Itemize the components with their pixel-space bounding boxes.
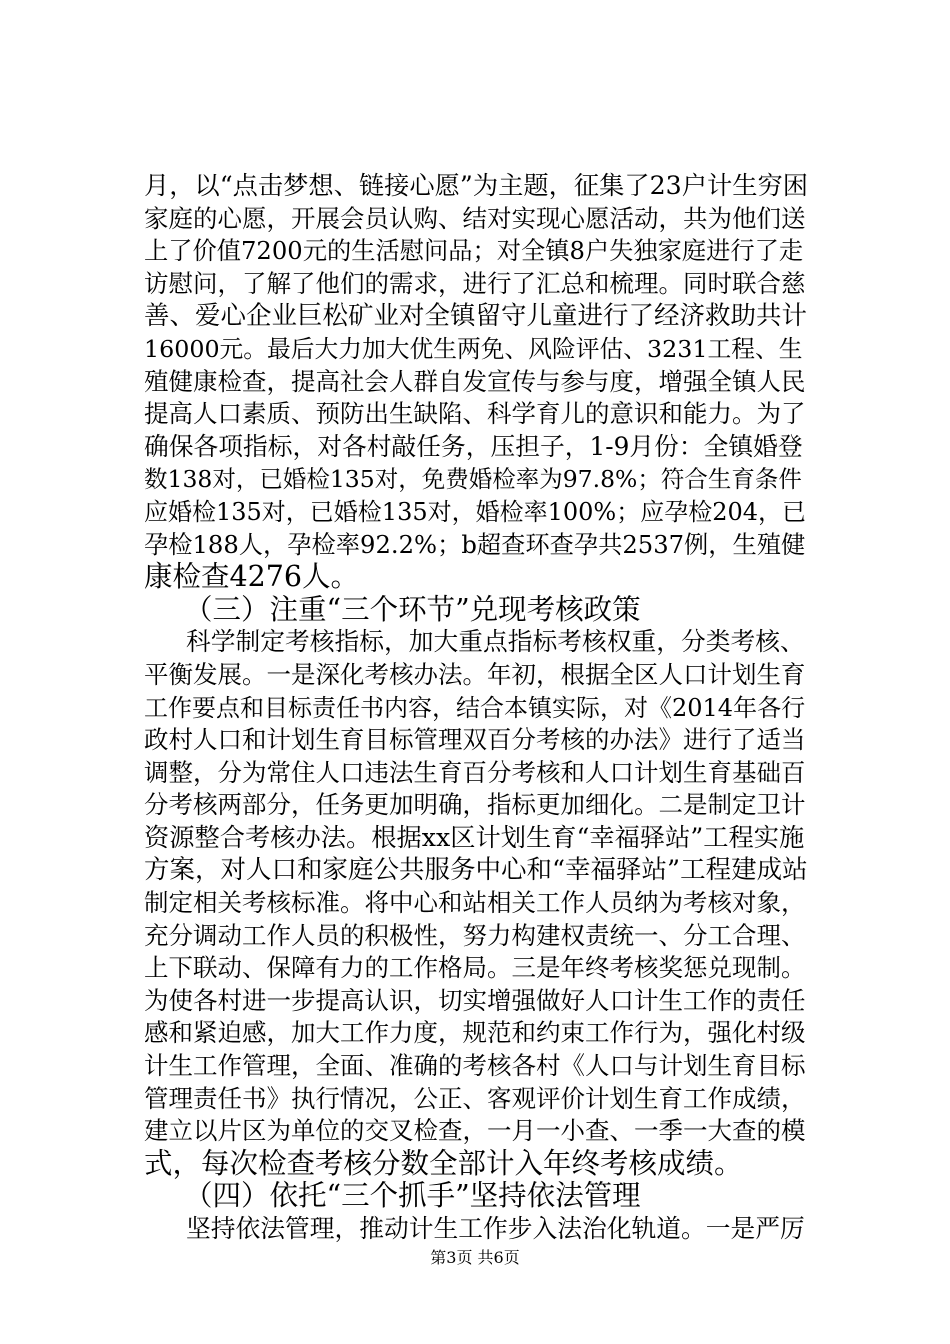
body-line: 上了价值7200元的生活慰问品；对全镇8户失独家庭进行了走 xyxy=(144,236,804,266)
body-line: 16000元。最后大力加大优生两免、风险评估、3231工程、生 xyxy=(144,334,803,363)
section-heading-3: （三）注重“三个环节”兑现考核政策 xyxy=(184,592,641,626)
body-line: 科学制定考核指标，加大重点指标考核权重，分类考核、 xyxy=(186,627,805,657)
body-line: 平衡发展。一是深化考核办法。年初，根据全区人口计划生育 xyxy=(144,659,806,689)
body-line: 上下联动、保障有力的工作格局。三是年终考核奖惩兑现制。 xyxy=(144,953,806,983)
page-body xyxy=(144,170,808,1246)
body-line: 应婚检135对，已婚检135对，婚检率100%；应孕检204，已 xyxy=(144,497,807,526)
body-line: 工作要点和目标责任书内容，结合本镇实际，对《2014年各行 xyxy=(144,693,806,722)
body-line: 分考核两部分，任务更加明确，指标更加细化。二是制定卫计 xyxy=(144,790,806,820)
body-line: 康检查4276人。 xyxy=(144,560,360,594)
body-line: 坚持依法管理，推动计生工作步入法治化轨道。一是严厉 xyxy=(186,1214,805,1243)
body-line: 殖健康检查，提高社会人群自发宣传与参与度，增强全镇人民 xyxy=(144,366,806,396)
body-line: 方案，对人口和家庭公共服务中心和“幸福驿站”工程建成站 xyxy=(144,855,808,886)
body-line: 充分调动工作人员的积极性，努力构建权责统一、分工合理、 xyxy=(144,920,806,950)
page-footer: 第3页 共6页 xyxy=(430,1248,520,1267)
body-line: 政村人口和计划生育目标管理双百分考核的办法》进行了适当 xyxy=(144,725,806,755)
body-line: 感和紧迫感，加大工作力度，规范和约束工作行为，强化村级 xyxy=(144,1018,806,1048)
section-heading-4: （四）依托“三个抓手”坚持依法管理 xyxy=(184,1179,641,1213)
body-line: 为使各村进一步提高认识，切实增强做好人口计生工作的责任 xyxy=(144,985,806,1015)
body-line: 月，以“点击梦想、链接心愿”为主题，征集了23户计生穷困 xyxy=(144,171,808,200)
body-line: 孕检188人，孕检率92.2%；b超查环查孕共2537例，生殖健 xyxy=(144,529,806,559)
body-line: 家庭的心愿，开展会员认购、结对实现心愿活动，共为他们送 xyxy=(144,203,806,233)
body-line: 调整，分为常住人口违法生育百分考核和人口计划生育基础百 xyxy=(144,757,806,787)
body-line: 式，每次检查考核分数全部计入年终考核成绩。 xyxy=(144,1146,743,1180)
body-line: 提高人口素质、预防出生缺陷、科学育儿的意识和能力。为了 xyxy=(144,399,806,429)
body-line: 建立以片区为单位的交叉检查，一月一小查、一季一大查的模 xyxy=(144,1116,806,1146)
body-line: 管理责任书》执行情况，公正、客观评价计划生育工作成绩， xyxy=(144,1083,806,1113)
body-line: 资源整合考核办法。根据xx区计划生育“幸福驿站”工程实施 xyxy=(144,822,805,852)
body-line: 访慰问，了解了他们的需求，进行了汇总和梳理。同时联合慈 xyxy=(144,268,806,298)
body-line: 确保各项指标，对各村敲任务，压担子，1-9月份：全镇婚登 xyxy=(144,431,803,461)
body-line: 善、爱心企业巨松矿业对全镇留守儿童进行了经济救助共计 xyxy=(144,301,808,332)
body-line: 制定相关考核标准。将中心和站相关工作人员纳为考核对象， xyxy=(144,888,806,918)
body-line: 计生工作管理，全面、准确的考核各村《人口与计划生育目标 xyxy=(144,1051,806,1081)
body-line: 数138对，已婚检135对，免费婚检率为97.8%；符合生育条件 xyxy=(144,465,802,494)
